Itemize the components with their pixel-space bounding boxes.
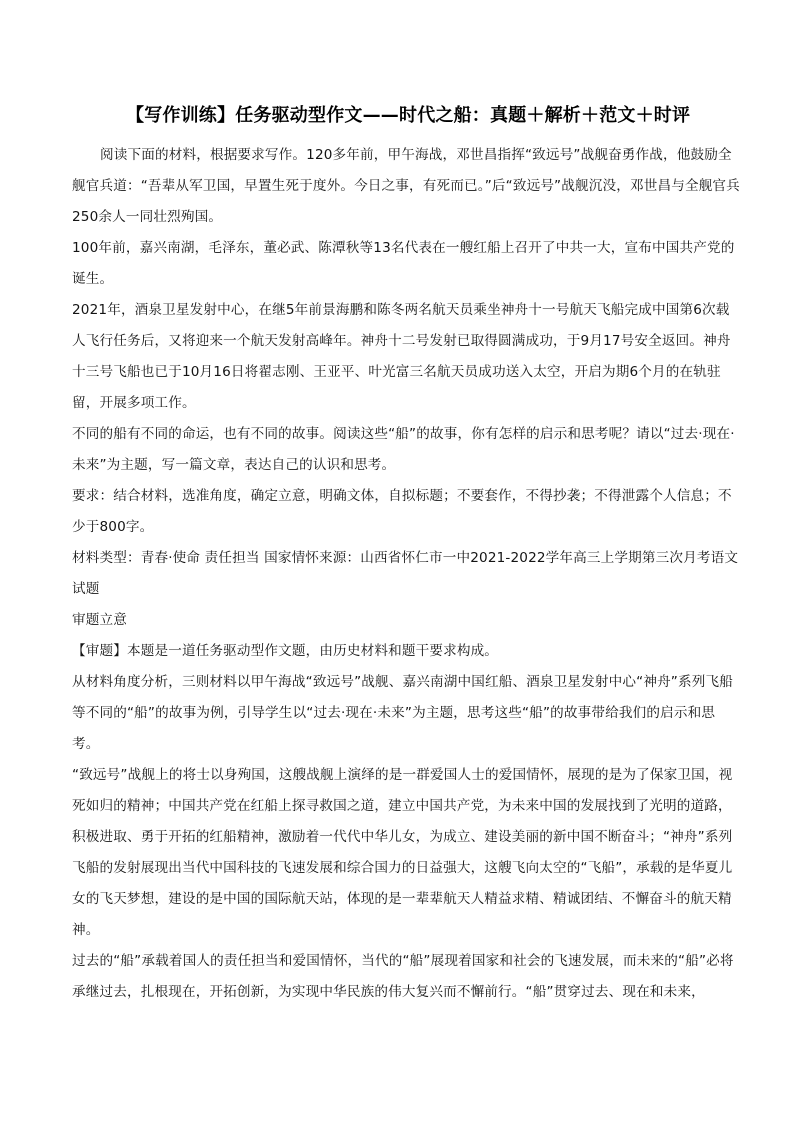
paragraph-task: 不同的船有不同的命运，也有不同的故事。阅读这些“船”的故事，你有怎样的启示和思考呢？请以“过去·现在·未来”为主题，写一篇文章，表达自己的认识和思考。 [72, 426, 735, 473]
paragraph-analysis-intro: 【审题】本题是一道任务驱动型作文题，由历史材料和题干要求构成。 [72, 643, 499, 659]
document-title: 【写作训练】任务驱动型作文——时代之船：真题＋解析＋范文＋时评 [126, 105, 691, 126]
paragraph-past-present-future: 过去的“船”承载着国人的责任担当和爱国情怀，当代的“船”展现着国家和社会的飞速发展，而未来的“船”必将承继过去，扎根现在，开拓创新，为实现中华民族的伟大复兴而不懈前行。“船”贯穿过去、现在和未来， [72, 953, 734, 1000]
paragraph-ship-meanings: “致远号”战舰上的将士以身殉国，这艘战舰上演绎的是一群爱国人士的爱国情怀，展现的是为了保家卫国，视死如归的精神；中国共产党在红船上探寻救国之道，建立中国共产党，为未来中国的发展找到了光明的道路，积极进取、勇于开拓的红船精神，激励着一代代中华儿女，为成立、建设美丽的新中国不断奋斗；“神舟”系列飞船的发射展现出当代中国科技的飞速发展和综合国力的日益强大，这艘飞向太空的“飞船”，承载的是华夏儿女的飞天梦想，建设的是中国的国际航天站，体现的是一辈辈航天人精益求精、精诚团结、不懈奋斗的航天精神。 [72, 767, 733, 938]
paragraph-writing-prompt: 阅读下面的材料，根据要求写作。120多年前，甲午海战，邓世昌指挥“致远号”战舰奋勇作战，他鼓励全舰官兵道：“吾辈从军卫国，早置生死于度外。今日之事，有死而已。”后“致远号”战舰沉没，邓世昌与全舰官兵250余人一同壮烈殉国。 [72, 147, 740, 225]
paragraph-requirements: 要求：结合材料，选准角度，确定立意，明确文体，自拟标题；不要套作，不得抄袭；不得泄露个人信息；不少于800字。 [72, 488, 732, 535]
paragraph-material-angle: 从材料角度分析，三则材料以甲午海战“致远号”战舰、嘉兴南湖中国红船、酒泉卫星发射中心“神舟”系列飞船等不同的“船”的故事为例，引导学生以“过去·现在·未来”为主题，思考这些“船”的故事带给我们的启示和思考。 [72, 674, 733, 752]
paragraph-shenzhou: 2021年，酒泉卫星发射中心，在继5年前景海鹏和陈冬两名航天员乘坐神舟十一号航天飞船完成中国第6次载人飞行任务后，又将迎来一个航天发射高峰年。神舟十二号发射已取得圆满成功，于9月17号安全返回。神舟十三号飞船也已于10月16日将翟志刚、王亚平、叶光富三名航天员成功送入太空，开启为期6个月的在轨驻留，开展多项工作。 [72, 302, 731, 411]
document-body [72, 140, 742, 1008]
section-heading-analysis: 审题立意 [72, 612, 127, 628]
paragraph-red-boat: 100年前，嘉兴南湖，毛泽东，董必武、陈潭秋等13名代表在一艘红船上召开了中共一大，宣布中国共产党的诞生。 [72, 240, 735, 287]
paragraph-source: 材料类型：青春·使命 责任担当 国家情怀来源：山西省怀仁市一中2021-2022学年高三上学期第三次月考语文试题 [72, 550, 739, 597]
